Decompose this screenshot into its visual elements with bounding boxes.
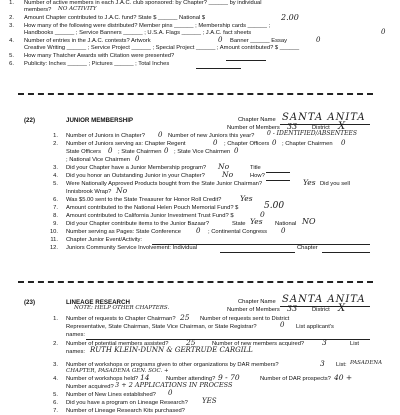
answer-rule: [266, 172, 290, 173]
item-number: 2.: [9, 15, 14, 21]
number-of-members-label: Number of Members: [227, 307, 280, 313]
chapter-regent-answer: 0: [213, 139, 218, 147]
item-number: 1.: [9, 0, 14, 6]
chapter-name-label: Chapter Name: [238, 117, 276, 123]
number-of-members-label: Number of Members: [227, 125, 280, 131]
number-acquired-label: Number acquired?: [66, 384, 114, 390]
lineage-program-question: Did you have a program on Lineage Research?: [66, 400, 188, 406]
number-attending-answer: 9 - 70: [218, 373, 240, 382]
district-label: District: [312, 125, 330, 131]
workshops-held-question: Number of workshops held?: [66, 376, 139, 382]
juniors-serving-question: Number of Juniors serving as: Chapter Regent: [66, 141, 186, 147]
item-number: 1.: [53, 133, 58, 139]
lineage-kits-question: Number of Lineage Research Kits purchased?: [66, 408, 185, 414]
district-answer: X: [338, 303, 346, 314]
district-label: District: [312, 307, 330, 313]
honor-roll-answer: Yes: [240, 194, 253, 203]
chairman-requests-answer: 25: [180, 313, 190, 322]
junior-investment-trust-answer: 0: [260, 210, 265, 219]
outstanding-junior-answer: No: [222, 170, 234, 179]
juniors-in-chapter-answer: 0: [158, 131, 163, 139]
item-number: 2.: [53, 141, 58, 147]
dar-prospects-answer: 40 +: [334, 373, 353, 382]
workshops-list-answer: PASADENA: [350, 360, 383, 366]
item-number: 2.: [53, 341, 58, 347]
junior-event-question: Chapter Junior Event/Activity:: [66, 237, 143, 243]
answer-rule: [322, 252, 370, 253]
item-number: 1.: [53, 316, 58, 322]
item-number: 10.: [49, 229, 58, 235]
workshops-given-answer: 3: [320, 359, 325, 368]
honor-roll-question: Was $5.00 sent to the State Treasurer for Honor Roll Credit?: [66, 197, 222, 203]
jac-essay-answer: 0: [316, 36, 321, 44]
community-service-chapter-label: Chapter: [297, 245, 318, 251]
approved-products-answer: Yes: [303, 178, 316, 187]
district-answer: X: [338, 121, 346, 132]
potential-members-answer: 25: [186, 338, 196, 347]
item-number: 5.: [53, 392, 58, 398]
new-members-question: Number of new members acquired?: [212, 341, 305, 347]
helen-pouch-fund-question: Amount contributed to the National Helen Pouch Memorial Fund? $: [66, 205, 239, 211]
item-number: 6.: [9, 61, 14, 67]
bazaar-national-answer: NO: [302, 217, 316, 226]
answer-rule: [196, 68, 241, 69]
chairman-requests-question: Number of requests to Chapter Chairman?: [66, 316, 176, 322]
chapter-chairmen-label: ; Chapter Chairmen: [282, 141, 333, 147]
chapter-officers-label: ; Chapter Officers: [224, 141, 270, 147]
workshops-given-question: Number of workshops or programs given to other organizations by DAR members?: [66, 362, 279, 368]
chapter-name-answer: SANTA ANITA: [282, 294, 366, 305]
program-title-label: Title: [250, 165, 261, 171]
did-you-sell-label: Did you sell: [320, 181, 350, 187]
item-number: 8.: [53, 213, 58, 219]
section-divider: [18, 281, 373, 283]
answer-rule: [266, 180, 290, 181]
number-of-members-answer: 33: [287, 122, 298, 131]
registrar-requests-answer: 0: [280, 321, 285, 329]
pages-state-conference-answer: 0: [196, 227, 201, 235]
lineage-program-answer: YES: [202, 397, 217, 405]
chapter-name-answer: SANTA ANITA: [282, 112, 366, 123]
new-members-answer: 3: [322, 338, 327, 347]
outstanding-junior-question: Did you honor an Outstanding Junior in your Chapter?: [66, 173, 205, 179]
section-number: (23): [24, 299, 36, 306]
chapter-chairmen-answer: 0: [341, 139, 346, 147]
item-number: 3.: [53, 362, 58, 368]
district-requests-question: Number of requests sent to District: [200, 316, 290, 322]
item-number: 11.: [50, 237, 58, 243]
section-divider: [18, 93, 373, 95]
item-number: 6.: [53, 400, 58, 406]
jac-distributed-question: How many of the following were distributed? Member pins ______ ; Membership cards ______ ;: [24, 23, 271, 29]
jac-members-answer: NO ACTIVITY: [58, 6, 97, 12]
applicant-names-label: List applicant's: [296, 324, 334, 330]
item-number: 4.: [53, 173, 58, 179]
new-lines-question: Number of New Lines established?: [66, 392, 156, 398]
jac-distributed-items: Handbooks ______ ; Service Banners ______ ; U.S.A. Flags ______ ; J.A.C. fact sheets: [24, 30, 252, 36]
jac-fund-national-answer: 2.00: [281, 13, 299, 22]
publicity-question: Publicity: Inches ______ ; Pictures ______ ; Total Inches: [24, 61, 170, 67]
junior-investment-trust-question: Amount contributed to California Junior Investment Trust Fund? $: [66, 213, 234, 219]
innisbrook-answer: No: [116, 186, 128, 195]
community-service-question: Juniors Community Service Involvement: Individual: [66, 245, 198, 251]
lineage-note: NOTE: HELP OTHER CHAPTERS.: [74, 305, 170, 311]
pages-state-conference-question: Number serving as Pages: State Conference: [66, 229, 182, 235]
state-chairmen-label: ; State Chairmen: [118, 149, 162, 155]
continental-congress-answer: 0: [281, 227, 286, 235]
new-lines-answer: 0: [168, 389, 173, 397]
junior-program-answer: No: [218, 162, 230, 171]
bazaar-state-label: State: [232, 221, 246, 227]
registrar-requests-question: Representative, State Chairman, State Vice Chairman, or State Registrar?: [66, 324, 257, 330]
thatcher-awards-question: How many Thatcher Awards with Citation were presented?: [24, 53, 175, 59]
item-number: 3.: [53, 165, 58, 171]
number-attending-label: Number attending?: [166, 376, 216, 382]
state-vice-chairmen-label: ; State Vice Chairmen: [174, 149, 231, 155]
workshops-list-label: List:: [336, 362, 347, 368]
list-label: List: [350, 341, 360, 347]
new-member-names-answer: RUTH KLEIN-DUNN & GERTRUDE CARGILL: [90, 346, 253, 354]
new-juniors-question: Number of new Juniors this year?: [168, 133, 255, 139]
new-juniors-answer: 0 - IDENTIFIED/ABSENTEES: [267, 130, 357, 137]
item-number: 5.: [53, 181, 58, 187]
item-number: 5.: [9, 53, 14, 59]
potential-members-question: Number of potential members assisted?: [66, 341, 169, 347]
national-vice-chairmen-answer: 0: [135, 155, 140, 163]
item-number: 7.: [53, 408, 58, 414]
junior-bazaar-question: Did your Chapter contribute items to the Junior Bazaar?: [66, 221, 210, 227]
state-officers-answer: 0: [108, 147, 113, 155]
jac-members-label: members?: [24, 7, 52, 13]
workshops-list-continued: CHAPTER, PASADENA GEN. SOC. +: [66, 368, 169, 374]
innisbrook-label: Innisbrook Wrap?: [66, 189, 112, 195]
section-number: (22): [24, 117, 36, 124]
jac-contest-question: Number of entries in the J.A.C. contests? Artwork: [24, 38, 151, 44]
how-label: How?: [250, 173, 265, 179]
state-vice-chairmen-answer: 0: [234, 147, 239, 155]
answer-rule: [86, 339, 370, 340]
item-number: 12.: [49, 245, 58, 251]
juniors-in-chapter-question: Number of Juniors in Chapter?: [66, 133, 145, 139]
approved-products-question: Were Nationally Approved Products bought from the State Junior Chairman?: [66, 181, 263, 187]
item-number: 3.: [9, 23, 14, 29]
helen-pouch-fund-answer: 5.00: [264, 201, 285, 211]
answer-rule: [220, 252, 295, 253]
state-officers-label: State Officers: [66, 149, 102, 155]
section-title: LINEAGE RESEARCH: [66, 299, 130, 306]
junior-program-question: Did your Chapter have a Junior Membership program?: [66, 165, 207, 171]
jac-creative-writing: Creative Writing ______ ; Service Project ______ ; Special Project ______ ; Amount contributed? $ ______: [24, 45, 300, 51]
item-number: 9.: [53, 221, 58, 227]
jac-active-members-question: Number of active members in each J.A.C. club sponsored: by Chapter? ______ by individual: [24, 0, 262, 6]
workshops-held-answer: 14: [140, 373, 150, 382]
jac-fact-sheets-answer: 0: [381, 28, 386, 36]
dar-prospects-label: Number of DAR prospects?: [260, 376, 331, 382]
national-vice-chairmen-label: ; National Vice Chairmen: [66, 157, 131, 163]
jac-banner-essay: Banner ______ Essay: [230, 38, 288, 44]
item-number: 4.: [53, 376, 58, 382]
chapter-name-label: Chapter Name: [238, 299, 276, 305]
continental-congress-label: ; Continental Congress: [208, 229, 267, 235]
item-number: 6.: [53, 197, 58, 203]
jac-fund-question: Amount Chapter contributed to J.A.C. fund? State $ ______ National $: [24, 15, 206, 21]
names-label: names:: [66, 332, 86, 338]
number-acquired-answer: 3 + 2 APPLICATIONS IN PROCESS: [115, 381, 233, 389]
jac-artwork-answer: 0: [218, 36, 223, 44]
bazaar-state-answer: Yes: [250, 217, 263, 226]
answer-rule: [226, 60, 266, 61]
chapter-officers-answer: 0: [272, 139, 277, 147]
item-number: 4.: [9, 38, 14, 44]
bazaar-national-label: National: [275, 221, 297, 227]
section-title: JUNIOR MEMBERSHIP: [66, 117, 134, 124]
names-label: names:: [66, 349, 86, 355]
item-number: 7.: [53, 205, 58, 211]
state-chairmen-answer: 0: [164, 147, 169, 155]
number-of-members-answer: 33: [287, 304, 298, 313]
